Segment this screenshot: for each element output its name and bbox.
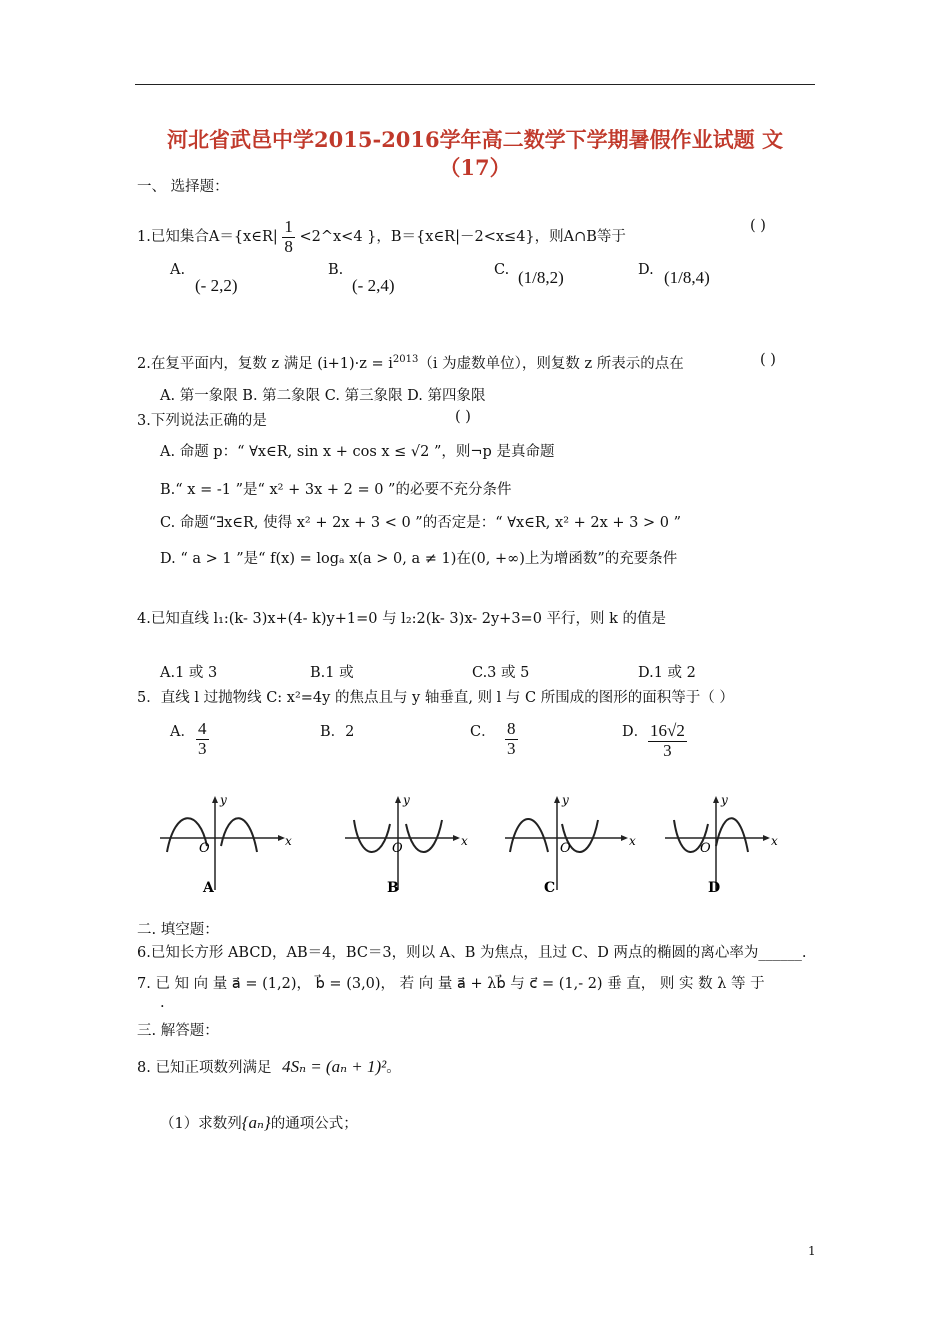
q4-option-b: B.1 或	[310, 665, 354, 681]
q1-fraction: $\frac{1}{8}$	[284, 217, 293, 256]
question-8: 8. 已知正项数列满足 4Sₙ = (aₙ + 1)²。	[137, 1057, 401, 1076]
section-heading-choice: 一、 选择题：	[137, 179, 229, 195]
q1-option-a-label: A.	[170, 262, 186, 278]
q4-option-a: A.1 或 3	[160, 665, 218, 681]
q1-option-c-value: (1/8,2)	[518, 268, 564, 287]
q1-prefix: 1.已知集合	[137, 229, 209, 246]
q1-setA: A＝{x∈R|	[208, 229, 278, 246]
graph-c-y-label: y	[562, 793, 569, 807]
graph-d-x-label: x	[771, 834, 778, 848]
q4-option-c: C.3 或 5	[472, 665, 530, 681]
q1-tail: <2^x<4 }，B＝{x∈R|－2<x≤4}，则A∩B等于	[299, 229, 626, 246]
q2-answer-paren: ( )	[760, 352, 776, 368]
question-7-end: .	[160, 995, 165, 1011]
graph-a-origin: O	[199, 841, 210, 856]
q3-answer-paren: ( )	[455, 409, 471, 425]
graph-b-x-label: x	[461, 834, 468, 848]
header-rule	[135, 84, 815, 85]
q5-option-c-value: $\frac{8}{3}$	[507, 719, 516, 758]
graph-c-x-label: x	[629, 834, 636, 848]
question-5: 5．直线 l 过抛物线 C: x²=4y 的焦点且与 y 轴垂直, 则 l 与 C 所围成的图形的面积等于（ ）	[137, 690, 734, 706]
graph-c-origin: O	[560, 841, 571, 856]
question-4: 4.已知直线 l₁:(k- 3)x+(4- k)y+1=0 与 l₂:2(k- 3)x- 2y+3=0 平行，则 k 的值是	[137, 611, 667, 627]
graph-a	[155, 790, 295, 900]
q3-option-d: D. “ a > 1 ”是“ f(x) = logₐ x(a > 0, a ≠ 1)在(0, +∞)上为增函数”的充要条件	[160, 551, 678, 567]
page-number: 1	[808, 1244, 816, 1258]
q5-option-c-label: C．	[470, 724, 496, 740]
page-title-number: （17）	[439, 155, 511, 180]
q1-answer-paren: ( )	[750, 218, 766, 234]
q3-option-a: A. 命题 p：“ ∀x∈R, sin x + cos x ≤ √2 ”，则¬p 是真命题	[160, 444, 555, 460]
q5-option-a-value: $\frac{4}{3}$	[198, 719, 207, 758]
q1-option-a-value: (- 2,2)	[195, 276, 238, 295]
graph-a-x-label: x	[285, 834, 292, 848]
q1-option-c-label: C.	[494, 262, 510, 278]
question-6: 6.已知长方形 ABCD，AB＝4，BC＝3，则以 A、B 为焦点，且过 C、D 两点的椭圆的离心率为______.	[137, 945, 807, 961]
graph-b-y-label: y	[403, 793, 410, 807]
graph-b-label: B	[387, 880, 399, 896]
question-8-part-1: （1）求数列{aₙ}的通项公式；	[160, 1113, 358, 1132]
q3-option-c: C. 命题“∃x∈R, 使得 x² + 2x + 3 < 0 ”的否定是：“ ∀x∈R, x² + 2x + 3 > 0 ”	[160, 515, 681, 531]
graph-a-label: A	[203, 880, 214, 896]
q1-option-d-label: D.	[638, 262, 654, 278]
graph-b-origin: O	[392, 841, 403, 856]
q1-option-b-value: (- 2,4)	[352, 276, 395, 295]
section-heading-fill: 二. 填空题：	[137, 922, 219, 938]
question-7: 7. 已 知 向 量 a⃗ = (1,2)， b⃗ = (3,0)， 若 向 量 a⃗ + λb⃗ 与 c⃗ = (1,- 2) 垂 直， 则 实 数 λ 等 于	[137, 976, 765, 992]
section-heading-solve: 三. 解答题：	[137, 1023, 219, 1039]
question-2: 2.在复平面内，复数 z 满足 $(i+1)\cdot z = i^{2013}(i$ 为虚数单位），则复数 z 所表示的点在	[137, 354, 684, 372]
graph-c	[500, 790, 640, 900]
q5-option-b: B．2	[320, 724, 355, 740]
q3-option-b: B.“ x = -1 ”是“ x² + 3x + 2 = 0 ”的必要不充分条件	[160, 482, 512, 498]
q4-option-d: D.1 或 2	[638, 665, 696, 681]
graph-b	[340, 790, 480, 900]
q5-option-d-label: D．	[622, 724, 649, 740]
q8-formula: 4Sₙ = (aₙ + 1)²	[282, 1057, 387, 1076]
graph-d	[660, 790, 800, 900]
page-title: 河北省武邑中学2015-2016学年高二数学下学期暑假作业试题 文	[167, 127, 783, 152]
q2-options: A. 第一象限 B. 第二象限 C. 第三象限 D. 第四象限	[160, 388, 486, 404]
q5-option-d-value: $\frac{16√2}{3}$	[650, 721, 685, 760]
q1-option-b-label: B.	[328, 262, 344, 278]
question-1	[137, 218, 626, 256]
graph-d-origin: O	[700, 841, 711, 856]
graph-c-label: C	[544, 880, 556, 896]
q5-option-a-label: A．	[170, 724, 195, 740]
q1-option-d-value: (1/8,4)	[664, 268, 710, 287]
graph-d-y-label: y	[721, 793, 728, 807]
q8-sequence: {aₙ}	[241, 1113, 271, 1132]
graph-a-y-label: y	[220, 793, 227, 807]
question-3: 3.下列说法正确的是	[137, 413, 267, 429]
graph-d-label: D	[708, 880, 721, 896]
